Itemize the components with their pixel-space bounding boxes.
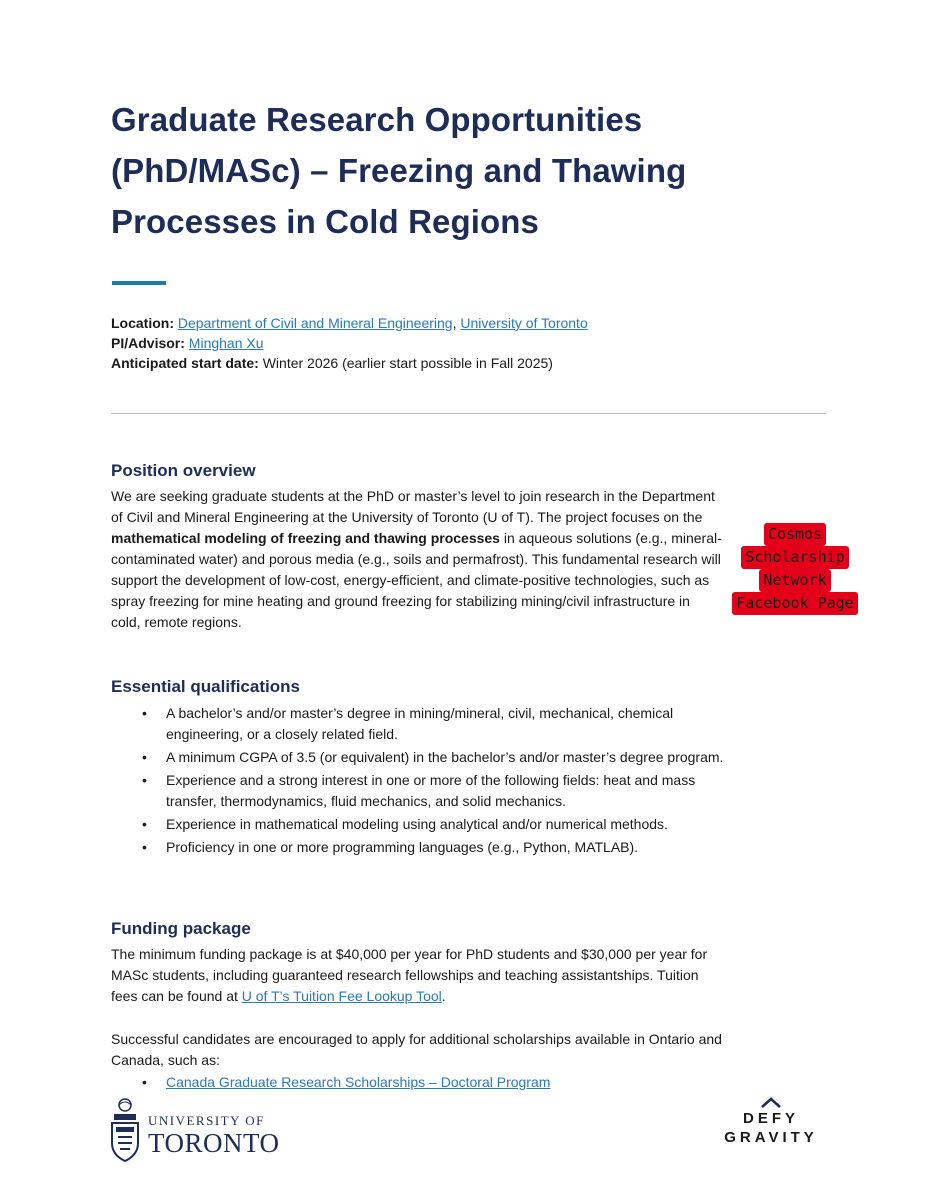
scholarship-intro: Successful candidates are encouraged to apply for additional scholarships available in Ontario and Canada, such as: [111, 1031, 722, 1068]
cgs-doctoral-link[interactable]: Canada Graduate Research Scholarships – Doctoral Program [166, 1074, 551, 1090]
watermark-stamp [720, 523, 870, 615]
funding-text-1: The minimum funding package is at $40,000 per year for PhD students and $30,000 per year for MASc students, including guaranteed research fellowships and teaching assistantships. Tuition fees can be found at [111, 946, 708, 1004]
chevron-up-icon [760, 1097, 782, 1109]
scholarship-list [111, 1072, 731, 1095]
uoft-wordmark-top: UNIVERSITY OF [148, 1113, 265, 1128]
overview-text-2: in aqueous solutions (e.g., mineral-contaminated water) and porous media (e.g., soils and permafrost). This fundamental research will support the development of low-cost, energy-efficient, and climate-positive technologies, such as spray freezing for mine heating and ground freezing for stabilizing mining/civil infrastructure in cold, remote regions. [111, 530, 722, 630]
title-accent-rule [112, 281, 166, 285]
stamp-line: Scholarship [741, 546, 848, 569]
defy-wordmark: DEFY [742, 1110, 799, 1127]
start-date-value: Winter 2026 (earlier start possible in Fall 2025) [262, 355, 553, 371]
tuition-lookup-link[interactable]: U of T’s Tuition Fee Lookup Tool [241, 988, 442, 1004]
overview-paragraph [111, 486, 723, 633]
list-item: • Experience and a strong interest in one or more of the following fields: heat and mass transfer, thermodynamics, fluid mechanics, and solid mechanics. [111, 770, 731, 812]
list-item: • A minimum CGPA of 3.5 (or equivalent) in the bachelor’s and/or master’s degree program. [111, 747, 731, 768]
advisor-link[interactable]: Minghan Xu [188, 335, 264, 351]
gravity-wordmark: GRAVITY [724, 1129, 818, 1146]
uoft-wordmark-bottom: TORONTO [148, 1128, 280, 1158]
uoft-crest-icon [110, 1097, 140, 1163]
overview-heading: Position overview [111, 461, 256, 480]
stamp-line: Facebook Page [732, 592, 857, 615]
qualifications-heading: Essential qualifications [111, 677, 300, 696]
defy-gravity-logo [716, 1097, 826, 1157]
stamp-line: Network [759, 569, 830, 592]
funding-paragraph [111, 944, 723, 1007]
list-item [111, 1072, 731, 1093]
start-date-row [111, 353, 588, 373]
list-item: • A bachelor’s and/or master’s degree in mining/mineral, civil, mechanical, chemical engineering, or a closely related field. [111, 703, 731, 745]
qualifications-list [111, 703, 731, 860]
location-separator: , [452, 315, 457, 331]
funding-text-2: . [441, 988, 446, 1004]
stamp-line: Cosmos [764, 523, 826, 546]
page-title: Graduate Research Opportunities (PhD/MASc) – Freezing and Thawing Processes in Cold Regions [111, 101, 687, 240]
location-row [111, 313, 588, 333]
department-link[interactable]: Department of Civil and Mineral Engineering [177, 315, 453, 331]
overview-text-bold: mathematical modeling of freezing and thawing processes [111, 530, 500, 546]
section-divider [111, 413, 826, 414]
uoft-logo [110, 1097, 310, 1167]
list-item: • Proficiency in one or more programming languages (e.g., Python, MATLAB). [111, 837, 731, 858]
university-link[interactable]: University of Toronto [460, 315, 588, 331]
advisor-label: PI/Advisor: [111, 335, 185, 351]
location-label: Location: [111, 315, 174, 331]
overview-text-1: We are seeking graduate students at the PhD or master’s level to join research in the Department of Civil and Mineral Engineering at the University of Toronto (U of T). The project focuses on the [111, 488, 715, 525]
start-date-label: Anticipated start date: [111, 355, 259, 371]
position-meta [111, 313, 588, 373]
list-item: • Experience in mathematical modeling using analytical and/or numerical methods. [111, 814, 731, 835]
funding-heading: Funding package [111, 919, 251, 938]
advisor-row [111, 333, 588, 353]
